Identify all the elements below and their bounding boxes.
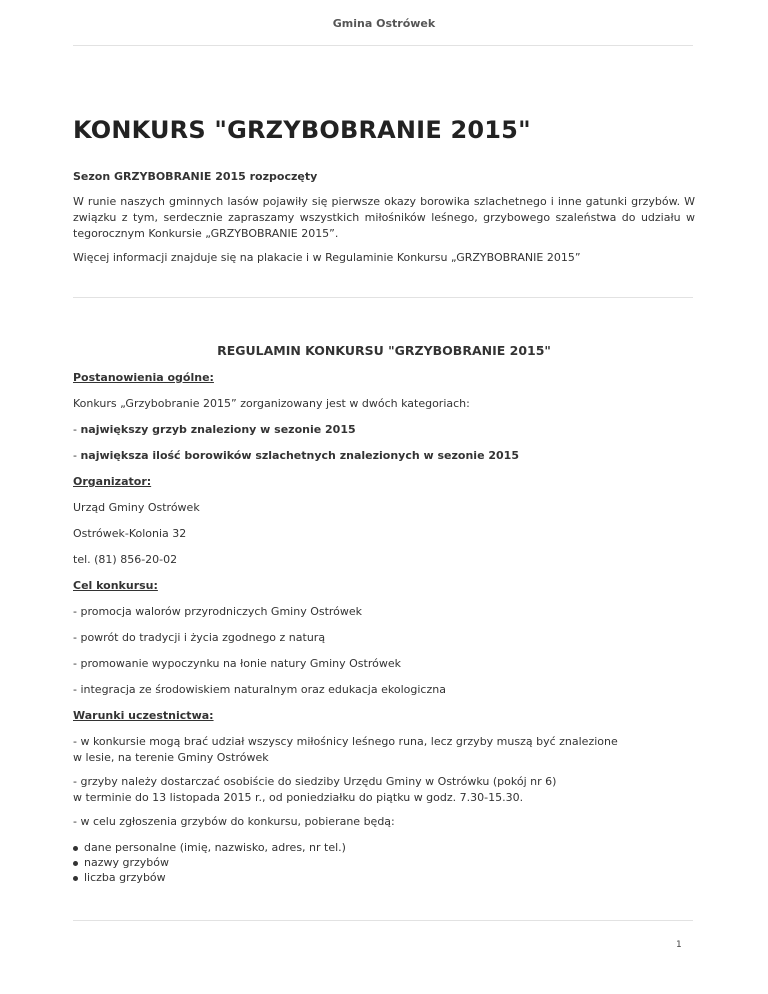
intro-paragraph: W runie naszych gminnych lasów pojawiły się pierwsze okazy borowika szlachetnego i inne gatunki grzybów. W związku z tym, serdecznie zapraszamy wszystkich miłośników leśnego, grzybowego szaleństwa do udziału w tegorocznym Konkursie „GRZYBOBRANIE 2015”. (73, 195, 695, 240)
page-number: 1 (676, 940, 682, 950)
category-prefix: - (73, 449, 81, 462)
organizer-heading: Organizator: (73, 475, 152, 488)
section-divider (73, 297, 693, 298)
category-most-boletus: największa ilość borowików szlachetnych znalezionych w sezonie 2015 (80, 449, 519, 462)
organizer-address: Ostrówek-Kolonia 32 (73, 527, 187, 540)
category-item (73, 422, 695, 438)
category-item (73, 448, 695, 464)
organizer-phone: tel. (81) 856-20-02 (73, 553, 178, 566)
category-largest-mushroom: największy grzyb znaleziony w sezonie 2015 (80, 423, 356, 436)
condition-paragraph (73, 734, 695, 766)
site-header: Gmina Ostrówek (332, 17, 436, 30)
general-text: Konkurs „Grzybobranie 2015” zorganizowany jest w dwóch kategoriach: (73, 397, 470, 410)
goal-item: - powrót do tradycji i życia zgodnego z naturą (73, 631, 326, 644)
goal-item: - promowanie wypoczynku na łonie natury Gminy Ostrówek (73, 657, 401, 670)
goal-heading: Cel konkursu: (73, 579, 158, 592)
data-list (73, 840, 695, 885)
goal-item: - integracja ze środowiskiem naturalnym oraz edukacja ekologiczna (73, 683, 446, 696)
condition-line: w terminie do 13 listopada 2015 r., od poniedziałku do piątku w godz. 7.30-15.30. (73, 791, 524, 804)
list-item: liczba grzybów (73, 870, 695, 885)
condition-paragraph (73, 774, 695, 806)
goal-item: - promocja walorów przyrodniczych Gminy Ostrówek (73, 605, 363, 618)
header-divider (73, 45, 693, 46)
footer-divider (73, 920, 693, 921)
lead-text: Sezon GRZYBOBRANIE 2015 rozpoczęty (73, 170, 318, 183)
conditions-heading: Warunki uczestnictwa: (73, 709, 214, 722)
list-item: dane personalne (imię, nazwisko, adres, nr tel.) (73, 840, 695, 855)
general-heading: Postanowienia ogólne: (73, 371, 214, 384)
more-info-text: Więcej informacji znajduje się na plakacie i w Regulaminie Konkursu „GRZYBOBRANIE 2015” (73, 251, 581, 264)
list-item: nazwy grzybów (73, 855, 695, 870)
condition-line: w lesie, na terenie Gminy Ostrówek (73, 751, 269, 764)
organizer-name: Urząd Gminy Ostrówek (73, 501, 200, 514)
rules-title: REGULAMIN KONKURSU "GRZYBOBRANIE 2015" (217, 343, 551, 358)
category-prefix: - (73, 423, 81, 436)
condition-line: - grzyby należy dostarczać osobiście do siedziby Urzędu Gminy w Ostrówku (pokój nr 6) (73, 775, 557, 788)
condition-line: - w konkursie mogą brać udział wszyscy miłośnicy leśnego runa, lecz grzyby muszą być znalezione (73, 735, 618, 748)
page-title: KONKURS "GRZYBOBRANIE 2015" (73, 116, 531, 144)
condition-paragraph: - w celu zgłoszenia grzybów do konkursu, pobierane będą: (73, 815, 395, 828)
